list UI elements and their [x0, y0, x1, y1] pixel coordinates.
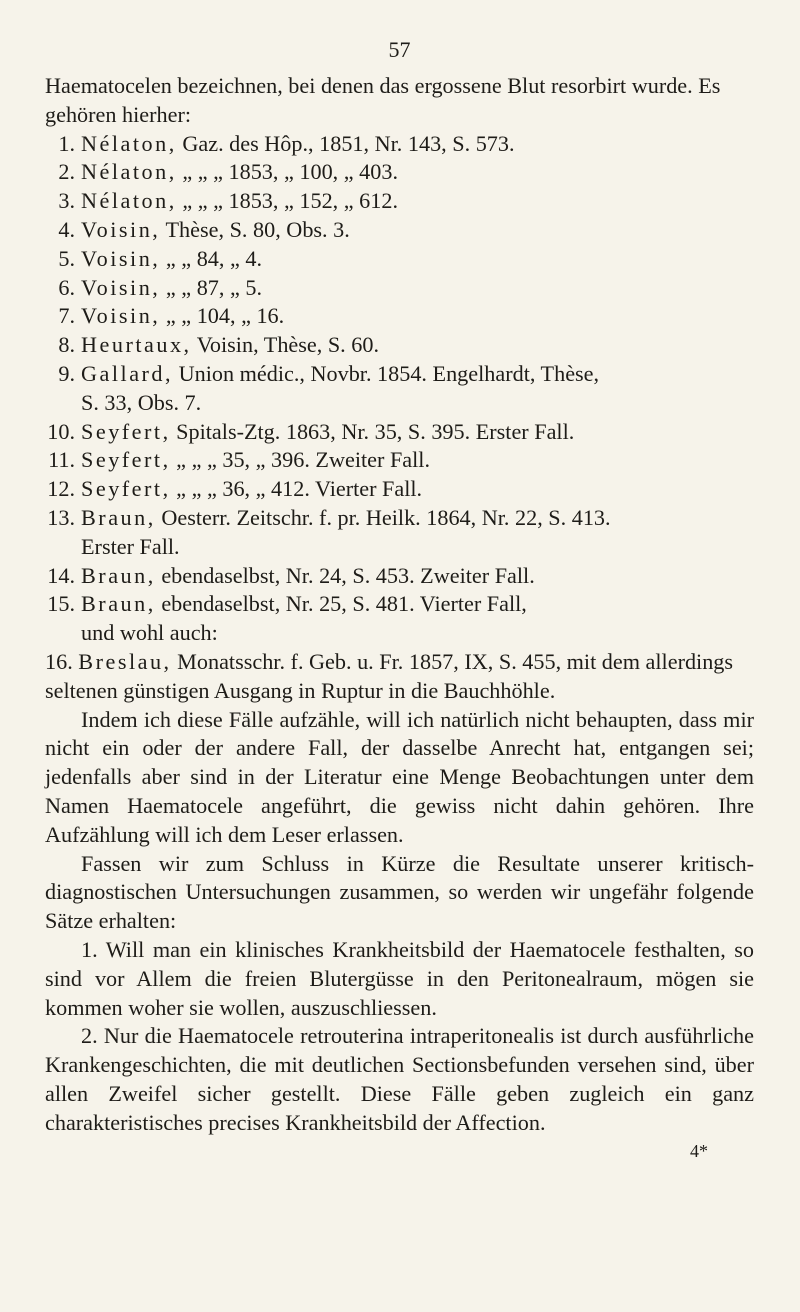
- reference-author: Seyfert,: [81, 447, 171, 473]
- reference-continuation: und wohl auch:: [81, 620, 218, 646]
- reference-author: Nélaton,: [81, 130, 177, 156]
- reference-item: [45, 216, 754, 245]
- reference-number: 2.: [58, 159, 75, 185]
- reference-item: [45, 245, 754, 274]
- reference-author: Nélaton,: [81, 188, 177, 214]
- reference-item: [45, 504, 754, 562]
- reference-item: [45, 590, 754, 648]
- reference-item: [45, 302, 754, 331]
- reference-item: [45, 158, 754, 187]
- reference-continuation: S. 33, Obs. 7.: [81, 389, 202, 415]
- paragraph: Fassen wir zum Schluss in Kürze die Resultate unserer kritisch-diagnostischen Untersuchungen zusammen, so werden wir ungefähr folgende Sätze erhalten:: [45, 850, 754, 934]
- reference-citation: „ „ 87, „ 5.: [160, 274, 263, 300]
- reference-item: [45, 446, 754, 475]
- reference-number: 13.: [47, 504, 75, 530]
- page-number: 57: [388, 37, 411, 62]
- reference-item: [45, 187, 754, 216]
- reference-number: 3.: [58, 188, 75, 214]
- paragraph: 1. Will man ein klinisches Krankheitsbild der Haematocele festhalten, so sind vor Allem die freien Blutergüsse in den Peritonealraum, mögen sie kommen woher sie wollen, auszuschliessen.: [45, 936, 754, 1020]
- reference-citation: „ „ 84, „ 4.: [160, 245, 263, 271]
- reference-number: 10.: [47, 418, 75, 444]
- reference-number: 4.: [58, 216, 75, 242]
- reference-author: Voisin,: [81, 245, 161, 271]
- signature-mark: 4*: [690, 1141, 708, 1162]
- reference-author: Voisin,: [81, 303, 161, 329]
- reference-citation: „ „ „ 36, „ 412. Vierter Fall.: [170, 476, 423, 502]
- reference-citation: ebendaselbst, Nr. 24, S. 453. Zweiter Fall.: [155, 562, 535, 588]
- reference-16: 16. Breslau, Monatsschr. f. Geb. u. Fr. 1857, IX, S. 455, mit dem allerdings seltenen günstigen Ausgang in Ruptur in die Bauchhöhle.: [45, 648, 734, 703]
- reference-author: Nélaton,: [81, 159, 177, 185]
- reference-citation: ebendaselbst, Nr. 25, S. 481. Vierter Fall,: [155, 591, 527, 617]
- reference-citation: Thèse, S. 80, Obs. 3.: [160, 216, 350, 242]
- reference-citation: Voisin, Thèse, S. 60.: [191, 332, 379, 358]
- reference-item: [45, 331, 754, 360]
- paragraph: 2. Nur die Haematocele retrouterina intraperitonealis ist durch ausführliche Krankengeschichten, die mit deutlichen Sectionsbefunden versehen sind, über allen Zweifel sicher gestellt. Diese Fälle geben zugleich ein ganz charakteristisches precises Krankheitsbild der Affection.: [45, 1023, 754, 1135]
- reference-item: [45, 562, 754, 591]
- reference-item: [45, 475, 754, 504]
- reference-item: [45, 274, 754, 303]
- reference-number: 7.: [58, 303, 75, 329]
- reference-number: 11.: [48, 447, 75, 473]
- reference-number: 6.: [58, 274, 75, 300]
- body-text: [45, 706, 754, 1138]
- reference-number: 1.: [58, 130, 75, 156]
- reference-citation: „ „ 104, „ 16.: [160, 303, 285, 329]
- reference-list: [45, 130, 754, 648]
- reference-number: 15.: [47, 591, 75, 617]
- reference-continuation: Erster Fall.: [81, 533, 180, 559]
- reference-citation: „ „ „ 1853, „ 152, „ 612.: [176, 188, 398, 214]
- reference-citation: Gaz. des Hôp., 1851, Nr. 143, S. 573.: [176, 130, 515, 156]
- reference-item: [45, 130, 754, 159]
- reference-author: Seyfert,: [81, 476, 171, 502]
- reference-author: Braun,: [81, 504, 156, 530]
- reference-author: Braun,: [81, 591, 156, 617]
- reference-item: [45, 418, 754, 447]
- reference-author: Braun,: [81, 562, 156, 588]
- reference-author: Gallard,: [81, 360, 174, 386]
- reference-number: 14.: [47, 562, 75, 588]
- paragraph: Indem ich diese Fälle aufzähle, will ich natürlich nicht behaupten, dass mir nicht ein oder der andere Fall, der dasselbe Anrecht hat, entgangen sei; jedenfalls aber sind in der Literatur eine Menge Beobachtungen unter dem Namen Haematocele angeführt, die gewiss nicht dahin gehören. Ihre Aufzählung will ich dem Leser erlassen.: [45, 706, 754, 847]
- reference-item: [45, 360, 754, 418]
- reference-author: Heurtaux,: [81, 332, 192, 358]
- reference-citation: „ „ „ 35, „ 396. Zweiter Fall.: [170, 447, 431, 473]
- reference-number: 5.: [58, 245, 75, 271]
- reference-citation: Oesterr. Zeitschr. f. pr. Heilk. 1864, Nr. 22, S. 413.: [155, 504, 611, 530]
- reference-citation: „ „ „ 1853, „ 100, „ 403.: [176, 159, 398, 185]
- reference-citation: Spitals-Ztg. 1863, Nr. 35, S. 395. Erster Fall.: [170, 418, 575, 444]
- reference-number: 8.: [58, 332, 75, 358]
- reference-number: 12.: [47, 476, 75, 502]
- reference-citation: Union médic., Novbr. 1854. Engelhardt, Thèse,: [173, 360, 600, 386]
- reference-number: 9.: [58, 360, 75, 386]
- reference-author: Voisin,: [81, 274, 161, 300]
- reference-author: Voisin,: [81, 216, 161, 242]
- reference-author: Seyfert,: [81, 418, 171, 444]
- intro-text: Haematocelen bezeichnen, bei denen das ergossene Blut resorbirt wurde. Es gehören hierher:: [45, 73, 721, 127]
